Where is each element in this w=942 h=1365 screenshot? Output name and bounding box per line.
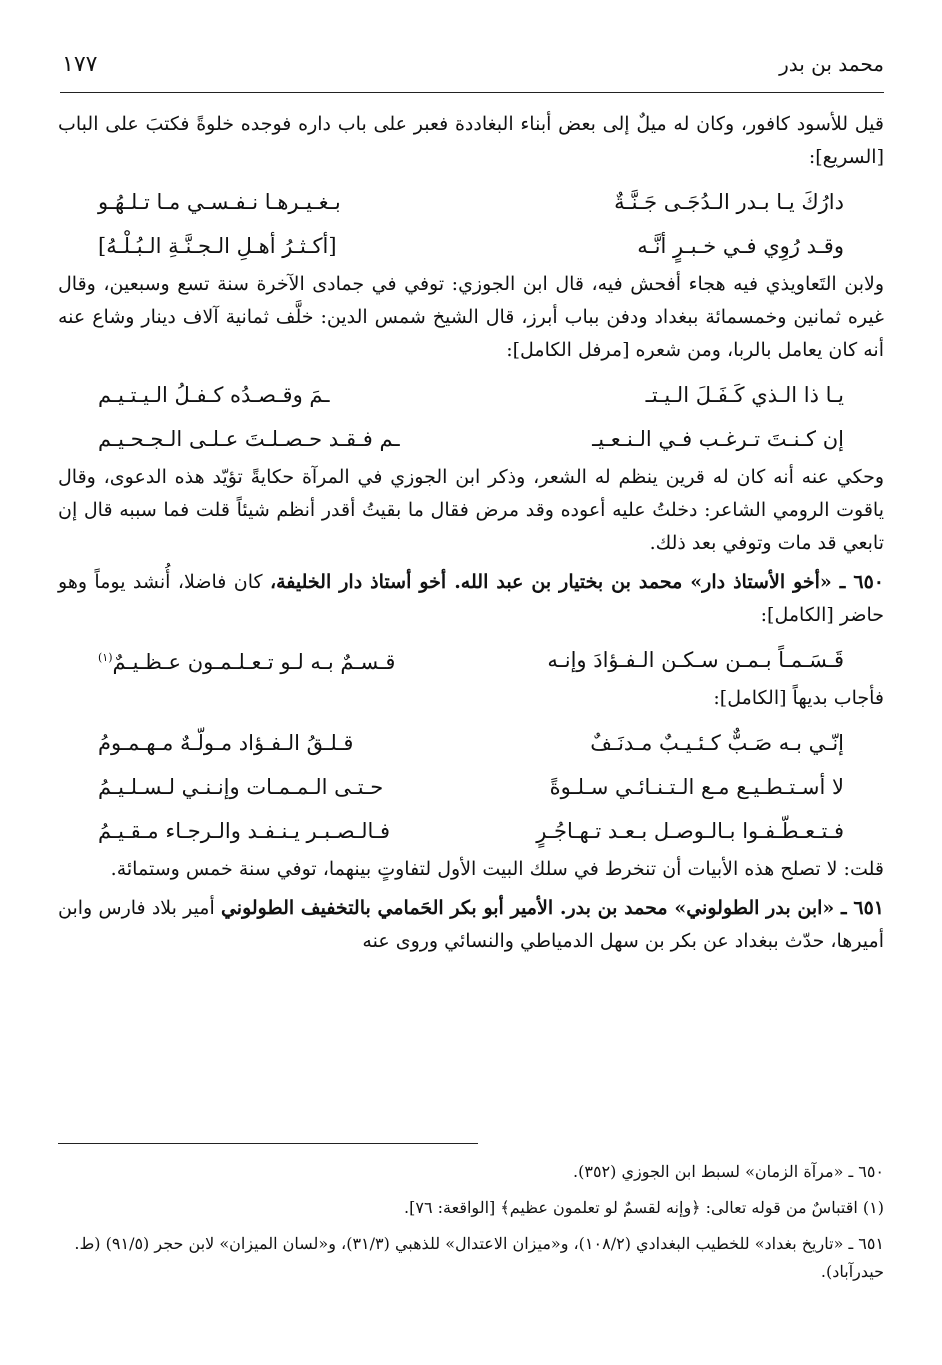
verse-second-hemistich-with-note bbox=[98, 641, 395, 679]
verse-second-hemistich: ـم فـقـد حـصـلـتَ عـلـى الـجـحـيـم bbox=[98, 426, 400, 451]
page-number: ١٧٧ bbox=[62, 52, 98, 77]
verse-second-hemistich: قـسـمٌ بـه لـو تـعـلـمـون عـظـيـمٌ bbox=[112, 650, 396, 674]
entry-651 bbox=[58, 892, 884, 958]
footnote-divider bbox=[58, 1143, 478, 1144]
verse-first-hemistich: دارُكَ يـا بـدر الـدُجَـى جَـنَّـةٌ bbox=[614, 189, 844, 214]
entry-heading: ٦٥٠ ـ «أخو الأستاذ دار» محمد بن بختيار بن عبد الله. أخو أستاذ دار الخليفة، bbox=[269, 571, 885, 593]
verse-first-hemistich: إن كـنـتَ تـرغـب فـي الـنـعـيـ bbox=[592, 426, 844, 451]
running-header bbox=[60, 52, 884, 93]
verse-line bbox=[58, 417, 884, 461]
verse-first-hemistich: يـا ذا الـذي كَـفَـلَ الـيـتـ bbox=[645, 382, 844, 407]
verse-line bbox=[58, 180, 884, 224]
verse-line bbox=[58, 373, 884, 417]
footnote-marker: (١) bbox=[98, 651, 113, 664]
footnote: ٦٥٠ ـ «مرآة الزمان» لسبط ابن الجوزي (٣٥٢). bbox=[573, 1162, 884, 1181]
paragraph: ولابن التَعاويذي فيه هجاء أفحش فيه، قال ابن الجوزي: توفي في جمادى الآخرة سنة تسع وسبعين، وقال غيره ثمانين وخمسمائة ببغداد ودفن بباب أبرز، قال الشيخ شمس الدين: خلَّف ثمانية آلاف دينار وشاع عنه أنه كان يعامل بالربا، ومن شعره [مرفل الكامل]: bbox=[58, 273, 884, 361]
verse-line bbox=[58, 809, 884, 853]
entry-text: أمير بلاد فارس وابن أميرها، حدّث ببغداد عن بكر بن سهل الدمياطي والنسائي وروى عنه bbox=[58, 897, 884, 952]
paragraph: فأجاب بديهاً [الكامل]: bbox=[713, 687, 884, 709]
verse-second-hemistich: حـتـى الـمـمـات وإنـنـي لـسـلـيـمُ bbox=[98, 774, 384, 799]
verse-first-hemistich: إنّـي بـه صَـبٌّ كـئـيـبٌ مـدنَـفٌ bbox=[590, 730, 844, 755]
verse-first-hemistich: وقـد رُوِي فـي خـبـرٍ أنَّـه bbox=[637, 233, 844, 258]
verse-second-hemistich: فـالـصـبـر يـنـفـد والـرجـاء مـقـيـمُ bbox=[98, 818, 391, 843]
entry-text: كان فاضلا، أُنشد يوماً وهو حاضر [الكامل]: bbox=[58, 571, 884, 626]
footnotes bbox=[58, 1158, 884, 1294]
entry-heading: ٦٥١ ـ «ابن بدر الطولوني» محمد بن بدر. الأمير أبو بكر الحَمامي بالتخفيف الطولوني bbox=[220, 897, 884, 919]
verse-first-hemistich: قَـسَـمـاً بـمـن سـكـن الـفـؤادَ وإنـه bbox=[547, 647, 844, 672]
paragraph: قيل للأسود كافور، وكان له ميلٌ إلى بعض أبناء البغاددة فعبر على باب داره فوجده خلوةً فكتبَ على الباب [السريع]: bbox=[58, 113, 884, 168]
footnote: (١) اقتباسٌ من قوله تعالى: ﴿وإنه لقسمٌ لو تعلمون عظيم﴾ [الواقعة: ٧٦]. bbox=[404, 1198, 884, 1217]
paragraph: وحكي عنه أنه كان له قرين ينظم له الشعر، وذكر ابن الجوزي في المرآة حكايةً تؤيّد هذه الدعوى، وقال ياقوت الرومي الشاعر: دخلتُ عليه أعوده وقد مرض فقال ما بقيتُ أقدر أنظم شيئاً قلت فما سببه قال إن تابعي قد مات وتوفي بعد ذلك. bbox=[58, 466, 884, 554]
verse-second-hemistich: بـغـيـرهـا نـفـسـي مـا تـلـهُـو bbox=[98, 189, 341, 214]
paragraph: قلت: لا تصلح هذه الأبيات أن تنخرط في سلك البيت الأول لتفاوتٍ بينهما، توفي سنة خمس وستمائة. bbox=[110, 858, 884, 880]
verse-line bbox=[58, 224, 884, 268]
main-text bbox=[58, 108, 884, 964]
verse-line bbox=[58, 638, 884, 682]
running-title: محمد بن بدر bbox=[779, 52, 884, 76]
footnote: ٦٥١ ـ «تاريخ بغداد» للخطيب البغدادي (١٠٨/٢)، و«ميزان الاعتدال» للذهبي (٣١/٣)، و«لسان الميزان» لابن حجر (٩١/٥) (ط. حيدرآباد). bbox=[74, 1234, 884, 1281]
verse-line bbox=[58, 721, 884, 765]
verse-first-hemistich: فـتـعـطّـفـوا بـالـوصـل بـعـد تـهـاجُـرٍ bbox=[536, 818, 844, 843]
verse-first-hemistich: لا أسـتـطـيـع مـع الـتـنـائـي سـلـوةً bbox=[549, 774, 844, 799]
entry-650 bbox=[58, 566, 884, 632]
verse-line bbox=[58, 765, 884, 809]
verse-second-hemistich: ـمَ وقـصـدُه كـفـلُ الـيـتـيـم bbox=[98, 382, 330, 407]
verse-second-hemistich: [أكـثـرُ أهـلِ الـجـنَّـةِ الـبُـلْـهُ] bbox=[98, 233, 337, 258]
verse-second-hemistich: قـلـقُ الـفـؤاد مـولّـهٌ مـهـمـومُ bbox=[98, 730, 354, 755]
